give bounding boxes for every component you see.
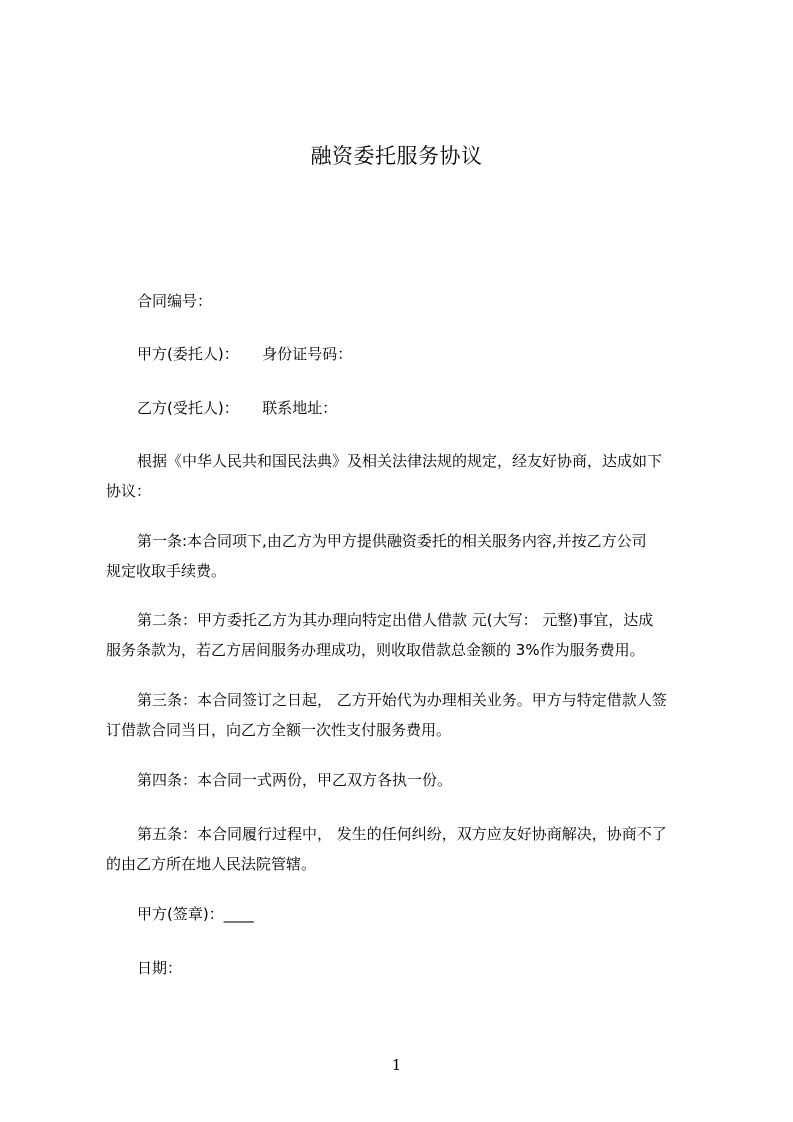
article-5-line-2: 的由乙方所在地人民法院管辖。 bbox=[106, 855, 317, 873]
party-b-label: 乙方(受托人)： bbox=[137, 399, 239, 417]
party-b-row bbox=[106, 397, 733, 419]
party-a-row bbox=[106, 343, 733, 365]
signature-label: 甲方(签章)：____ bbox=[137, 905, 254, 923]
article-2 bbox=[106, 605, 702, 665]
party-a-label: 甲方(委托人)： bbox=[137, 345, 239, 363]
article-5 bbox=[106, 819, 702, 879]
article-4 bbox=[106, 765, 702, 795]
article-2-line-1: 第二条：甲方委托乙方为其办理向特定出借人借款 元(大写： 元整)事宜，达成 bbox=[137, 611, 654, 629]
article-5-line-1: 第五条：本合同履行过程中， 发生的任何纠纷，双方应友好协商解决，协商不了 bbox=[137, 825, 667, 843]
article-3-line-1: 第三条：本合同签订之日起， 乙方开始代为办理相关业务。甲方与特定借款人签 bbox=[137, 691, 667, 709]
document-title: 融资委托服务协议 bbox=[310, 144, 483, 168]
article-1 bbox=[106, 526, 702, 586]
article-4-line-1: 第四条：本合同一式两份，甲乙双方各执一份。 bbox=[137, 771, 453, 789]
article-2-line-2: 服务条款为，若乙方居间服务办理成功，则收取借款总金额的 3%作为服务费用。 bbox=[106, 641, 645, 659]
page-number: 1 bbox=[391, 1056, 402, 1074]
party-b-address-label: 联系地址： bbox=[262, 399, 338, 417]
article-1-line-1: 第一条:本合同项下,由乙方为甲方提供融资委托的相关服务内容,并按乙方公司 bbox=[137, 532, 647, 550]
preamble-line-2: 协议： bbox=[106, 482, 152, 500]
contract-number-label: 合同编号： bbox=[137, 292, 213, 310]
date-label: 日期： bbox=[137, 959, 183, 977]
article-1-line-2: 规定收取手续费。 bbox=[106, 562, 227, 580]
preamble-paragraph bbox=[106, 446, 702, 506]
article-3-line-2: 订借款合同当日，向乙方全额一次性支付服务费用。 bbox=[106, 721, 452, 739]
party-a-id-label: 身份证号码： bbox=[262, 345, 353, 363]
article-3 bbox=[106, 685, 702, 745]
preamble-line-1: 根据《中华人民共和国民法典》及相关法律法规的规定，经友好协商，达成如下 bbox=[137, 452, 663, 470]
